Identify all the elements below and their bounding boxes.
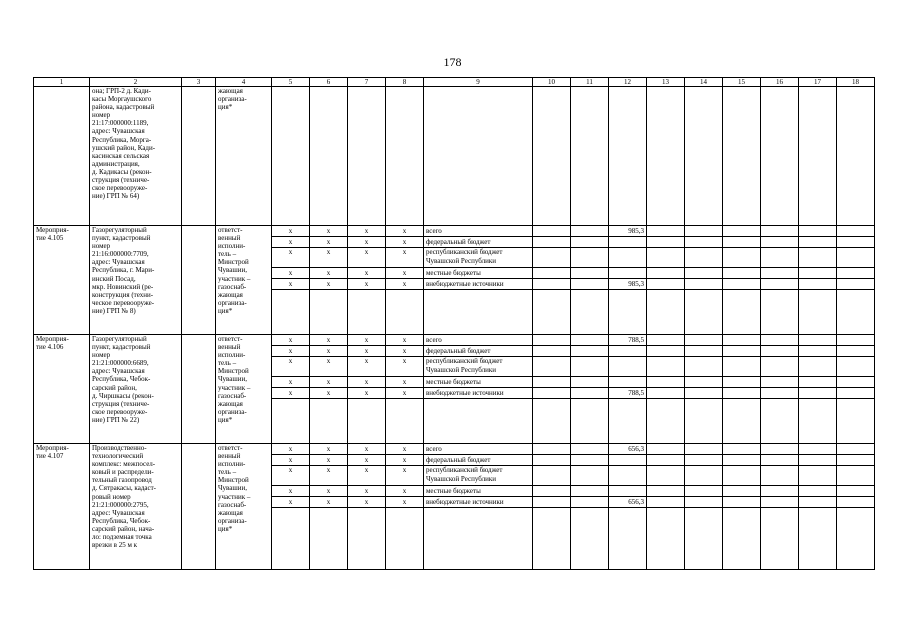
header-col-11: 11 [571, 78, 609, 87]
col-17-cell [799, 444, 837, 570]
x-mark: x [272, 248, 309, 268]
empty-cell [723, 357, 760, 377]
x-mark: x [348, 444, 385, 455]
empty-cell [723, 335, 760, 346]
x-mark: x [272, 346, 309, 357]
x-mark: x [310, 377, 347, 388]
x-mark: x [386, 466, 423, 486]
col-13-cell [647, 335, 685, 444]
empty-cell [799, 388, 836, 399]
empty-cell [723, 455, 760, 466]
empty-cell [837, 497, 874, 508]
empty-cell [837, 237, 874, 248]
x-mark: x [272, 388, 309, 399]
funding-source: внебюджетные источники [424, 279, 532, 290]
x-mark: x [348, 486, 385, 497]
col-3-cell [182, 444, 216, 570]
funding-source: всего [424, 444, 532, 455]
header-col-1: 1 [34, 78, 90, 87]
x-mark: x [348, 248, 385, 268]
empty-cell [799, 377, 836, 388]
x-mark: x [348, 237, 385, 248]
empty-cell [571, 357, 608, 377]
empty-cell [799, 279, 836, 290]
empty-cell [533, 486, 570, 497]
empty-cell [571, 377, 608, 388]
empty-cell [533, 466, 570, 486]
empty-cell [799, 444, 836, 455]
empty-cell [761, 357, 798, 377]
header-col-13: 13 [647, 78, 685, 87]
col-7-cell [348, 335, 386, 444]
empty-cell [647, 226, 684, 237]
x-mark: x [310, 486, 347, 497]
empty-cell [799, 226, 836, 237]
empty-cell [837, 486, 874, 497]
empty-cell [685, 226, 722, 237]
empty-cell [571, 497, 608, 508]
amount-value: 656,3 [609, 444, 646, 455]
funding-source: республиканский бюджет Чувашской Республики [424, 248, 532, 268]
col-6-cell [310, 335, 348, 444]
header-col-5: 5 [272, 78, 310, 87]
empty-cell [685, 357, 722, 377]
col-8-cell [386, 335, 424, 444]
amount-value [609, 486, 646, 497]
empty-cell [533, 444, 570, 455]
col-10-cell [533, 226, 571, 335]
empty-cell [799, 357, 836, 377]
empty-cell [647, 377, 684, 388]
x-mark: x [386, 248, 423, 268]
col-9-cell [424, 335, 533, 444]
empty-cell [571, 335, 608, 346]
empty-cell [685, 279, 722, 290]
empty-cell [533, 357, 570, 377]
empty-cell [571, 237, 608, 248]
header-col-10: 10 [533, 78, 571, 87]
x-mark: x [348, 357, 385, 377]
funding-source: республиканский бюджет Чувашской Республики [424, 466, 532, 486]
col-17-cell [799, 226, 837, 335]
empty-cell [761, 497, 798, 508]
cont-id-cell [34, 87, 90, 226]
empty-cell [723, 226, 760, 237]
header-col-6: 6 [310, 78, 348, 87]
funding-source: федеральный бюджет [424, 346, 532, 357]
x-mark: x [272, 335, 309, 346]
measure-executor: ответст- венный исполни- тель – Минстрой Чувашии, участник – газоснаб- жающая организа- ция* [216, 335, 272, 444]
empty-cell [647, 237, 684, 248]
funding-source: местные бюджеты [424, 486, 532, 497]
amount-value [609, 466, 646, 486]
x-mark: x [386, 486, 423, 497]
col-12-cell [609, 444, 647, 570]
x-mark: x [386, 237, 423, 248]
x-mark: x [272, 455, 309, 466]
empty-cell [533, 497, 570, 508]
header-col-8: 8 [386, 78, 424, 87]
empty-cell [837, 377, 874, 388]
col-18-cell [837, 335, 875, 444]
x-mark: x [386, 497, 423, 508]
empty-cell [761, 444, 798, 455]
col-15-cell [723, 226, 761, 335]
measure-executor: ответст- венный исполни- тель – Минстрой Чувашии, участник – газоснаб- жающая организа- ция* [216, 444, 272, 570]
x-mark: x [310, 279, 347, 290]
empty-cell [761, 226, 798, 237]
empty-cell [571, 388, 608, 399]
x-mark: x [310, 346, 347, 357]
header-col-12: 12 [609, 78, 647, 87]
measure-description: Газорегуляторный пункт, кадастровый номер 21:21:000000:6689, адрес: Чувашская Республика, Чебок- сарский район, д. Чиршкасы (рекон- струкция (техниче- ское перевооруже- ние) ГРП № 22) [90, 335, 182, 444]
header-col-15: 15 [723, 78, 761, 87]
empty-cell [647, 497, 684, 508]
x-mark: x [272, 268, 309, 279]
program-table [33, 77, 875, 570]
empty-cell [571, 486, 608, 497]
empty-cell [723, 279, 760, 290]
measure-id: Мероприя- тие 4.107 [34, 444, 90, 570]
empty-cell [685, 455, 722, 466]
col-11-cell [571, 335, 609, 444]
measure-executor: ответст- венный исполни- тель – Минстрой Чувашии, участник – газоснаб- жающая организа- ция* [216, 226, 272, 335]
empty-cell [799, 346, 836, 357]
empty-cell [723, 237, 760, 248]
x-mark: x [310, 237, 347, 248]
x-mark: x [386, 357, 423, 377]
col-17-cell [799, 335, 837, 444]
measure-row [34, 335, 875, 444]
x-mark: x [310, 444, 347, 455]
col-10-cell [533, 444, 571, 570]
x-mark: x [348, 346, 385, 357]
x-mark: x [386, 444, 423, 455]
empty-cell [723, 377, 760, 388]
x-mark: x [272, 466, 309, 486]
col-5-cell [272, 226, 310, 335]
x-mark: x [386, 268, 423, 279]
amount-value [609, 357, 646, 377]
cont-description: она; ГРП-2 д. Кади- касы Моргаушского района, кадастровый номер 21:17:000000:1189, адрес: Чувашская Республика, Морга- ушский район, Кади- касинская сельская администрация, д. Кадикасы (рекон- струкция (техниче- ское перевооруже- ние) ГРП № 64) [90, 87, 182, 226]
col-8-cell [386, 444, 424, 570]
empty-cell [571, 248, 608, 268]
amount-value [609, 268, 646, 279]
x-mark: x [272, 279, 309, 290]
empty-cell [723, 248, 760, 268]
empty-cell [761, 248, 798, 268]
col-14-cell [685, 335, 723, 444]
measure-id: Мероприя- тие 4.105 [34, 226, 90, 335]
amount-value: 656,3 [609, 497, 646, 508]
x-mark: x [310, 226, 347, 237]
empty-cell [647, 388, 684, 399]
empty-cell [761, 455, 798, 466]
empty-cell [761, 346, 798, 357]
empty-cell [761, 268, 798, 279]
col-14-cell [685, 226, 723, 335]
empty-cell [799, 268, 836, 279]
empty-cell [837, 444, 874, 455]
empty-cell [723, 466, 760, 486]
empty-cell [837, 279, 874, 290]
empty-cell [685, 486, 722, 497]
x-mark: x [272, 486, 309, 497]
col-7-cell [348, 226, 386, 335]
x-mark: x [386, 346, 423, 357]
x-mark: x [310, 357, 347, 377]
x-mark: x [348, 466, 385, 486]
empty-cell [533, 226, 570, 237]
empty-cell [647, 466, 684, 486]
empty-cell [837, 346, 874, 357]
x-mark: x [310, 335, 347, 346]
empty-cell [685, 335, 722, 346]
empty-cell [837, 248, 874, 268]
empty-cell [723, 444, 760, 455]
col-11-cell [571, 444, 609, 570]
x-mark: x [310, 268, 347, 279]
col-16-cell [761, 444, 799, 570]
empty-cell [799, 486, 836, 497]
col-13-cell [647, 226, 685, 335]
x-mark: x [272, 497, 309, 508]
col-6-cell [310, 444, 348, 570]
measure-description: Газорегуляторный пункт, кадастровый номер 21:16:000000:7709, адрес: Чувашская Республика, г. Мари- инский Посад, мкр. Новинский (ре- конструкция (техни- ческое перевооруже- ние) ГРП № 8) [90, 226, 182, 335]
col-5-cell [272, 335, 310, 444]
header-col-9: 9 [424, 78, 533, 87]
empty-cell [685, 497, 722, 508]
measure-id: Мероприя- тие 4.106 [34, 335, 90, 444]
col-10-cell [533, 335, 571, 444]
empty-cell [761, 335, 798, 346]
empty-cell [761, 466, 798, 486]
funding-source: республиканский бюджет Чувашской Республики [424, 357, 532, 377]
x-mark: x [272, 377, 309, 388]
col-3-cell [182, 335, 216, 444]
col-7-cell [348, 444, 386, 570]
empty-cell [837, 455, 874, 466]
x-mark: x [386, 279, 423, 290]
x-mark: x [348, 455, 385, 466]
col-15-cell [723, 335, 761, 444]
funding-source: внебюджетные источники [424, 388, 532, 399]
empty-cell [571, 268, 608, 279]
amount-value: 985,3 [609, 279, 646, 290]
col-11-cell [571, 226, 609, 335]
x-mark: x [386, 226, 423, 237]
measure-description: Производственно- технологический комплекс: межпосел- ковый и распредели- тельный газопровод д. Сятракасы, кадаст- ровый номер 21:21:000000:2795, адрес: Чувашская Республика, Чебок- сарский район, нача- ло: подземная точка врезки в 25 м к [90, 444, 182, 570]
funding-source: местные бюджеты [424, 377, 532, 388]
funding-source: всего [424, 335, 532, 346]
empty-cell [533, 248, 570, 268]
continuation-row [34, 87, 875, 226]
col-16-cell [761, 335, 799, 444]
empty-cell [837, 268, 874, 279]
col-12-cell [609, 226, 647, 335]
x-mark: x [348, 226, 385, 237]
col-18-cell [837, 226, 875, 335]
x-mark: x [386, 455, 423, 466]
x-mark: x [310, 466, 347, 486]
empty-cell [761, 377, 798, 388]
x-mark: x [310, 248, 347, 268]
x-mark: x [386, 377, 423, 388]
empty-cell [799, 466, 836, 486]
header-col-14: 14 [685, 78, 723, 87]
funding-source: местные бюджеты [424, 268, 532, 279]
empty-cell [837, 388, 874, 399]
x-mark: x [348, 388, 385, 399]
col-8-cell [386, 226, 424, 335]
x-mark: x [310, 455, 347, 466]
empty-cell [571, 466, 608, 486]
col-9-cell [424, 226, 533, 335]
header-col-3: 3 [182, 78, 216, 87]
x-mark: x [310, 388, 347, 399]
x-mark: x [348, 377, 385, 388]
empty-cell [685, 444, 722, 455]
funding-source: федеральный бюджет [424, 237, 532, 248]
empty-cell [571, 444, 608, 455]
empty-cell [647, 346, 684, 357]
col-9-cell [424, 444, 533, 570]
col-3-cell [182, 226, 216, 335]
empty-cell [685, 377, 722, 388]
empty-cell [799, 497, 836, 508]
x-mark: x [272, 444, 309, 455]
x-mark: x [348, 497, 385, 508]
empty-cell [571, 346, 608, 357]
empty-cell [799, 335, 836, 346]
empty-cell [533, 455, 570, 466]
empty-cell [647, 455, 684, 466]
empty-cell [647, 248, 684, 268]
empty-cell [685, 388, 722, 399]
empty-cell [837, 466, 874, 486]
empty-cell [647, 486, 684, 497]
funding-source: всего [424, 226, 532, 237]
header-col-17: 17 [799, 78, 837, 87]
x-mark: x [348, 268, 385, 279]
empty-cell [647, 357, 684, 377]
x-mark: x [348, 279, 385, 290]
empty-cell [723, 346, 760, 357]
header-row [34, 78, 875, 87]
empty-cell [799, 237, 836, 248]
amount-value [609, 346, 646, 357]
header-col-4: 4 [216, 78, 272, 87]
amount-value [609, 237, 646, 248]
empty-cell [837, 226, 874, 237]
empty-cell [837, 357, 874, 377]
empty-cell [647, 444, 684, 455]
empty-cell [685, 237, 722, 248]
empty-cell [685, 346, 722, 357]
amount-value: 985,3 [609, 226, 646, 237]
x-mark: x [310, 497, 347, 508]
col-6-cell [310, 226, 348, 335]
amount-value: 788,5 [609, 388, 646, 399]
empty-cell [571, 226, 608, 237]
col-15-cell [723, 444, 761, 570]
measure-row [34, 226, 875, 335]
empty-cell [647, 268, 684, 279]
empty-cell [761, 279, 798, 290]
x-mark: x [272, 237, 309, 248]
header-col-18: 18 [837, 78, 875, 87]
empty-cell [571, 279, 608, 290]
empty-cell [647, 335, 684, 346]
empty-cell [799, 248, 836, 268]
x-mark: x [348, 335, 385, 346]
funding-source: федеральный бюджет [424, 455, 532, 466]
empty-cell [647, 279, 684, 290]
empty-cell [723, 497, 760, 508]
x-mark: x [272, 357, 309, 377]
col-12-cell [609, 335, 647, 444]
empty-cell [761, 486, 798, 497]
col-16-cell [761, 226, 799, 335]
col-5-cell [272, 444, 310, 570]
empty-cell [837, 335, 874, 346]
empty-cell [685, 466, 722, 486]
col-13-cell [647, 444, 685, 570]
header-col-16: 16 [761, 78, 799, 87]
x-mark: x [386, 388, 423, 399]
empty-cell [723, 486, 760, 497]
x-mark: x [386, 335, 423, 346]
empty-cell [533, 346, 570, 357]
empty-cell [685, 248, 722, 268]
header-col-7: 7 [348, 78, 386, 87]
amount-value [609, 248, 646, 268]
page-number: 178 [443, 55, 462, 69]
col-18-cell [837, 444, 875, 570]
empty-cell [723, 388, 760, 399]
cont-executor: жающая организа- ция* [216, 87, 272, 226]
empty-cell [571, 455, 608, 466]
empty-cell [533, 237, 570, 248]
empty-cell [533, 268, 570, 279]
amount-value [609, 377, 646, 388]
empty-cell [533, 388, 570, 399]
amount-value: 788,5 [609, 335, 646, 346]
empty-cell [723, 268, 760, 279]
empty-cell [533, 335, 570, 346]
empty-cell [761, 237, 798, 248]
measure-row [34, 444, 875, 570]
header-col-2: 2 [90, 78, 182, 87]
amount-value [609, 455, 646, 466]
funding-source: внебюджетные источники [424, 497, 532, 508]
empty-cell [685, 268, 722, 279]
col-14-cell [685, 444, 723, 570]
empty-cell [799, 455, 836, 466]
empty-cell [761, 388, 798, 399]
empty-cell [533, 377, 570, 388]
x-mark: x [272, 226, 309, 237]
empty-cell [533, 279, 570, 290]
